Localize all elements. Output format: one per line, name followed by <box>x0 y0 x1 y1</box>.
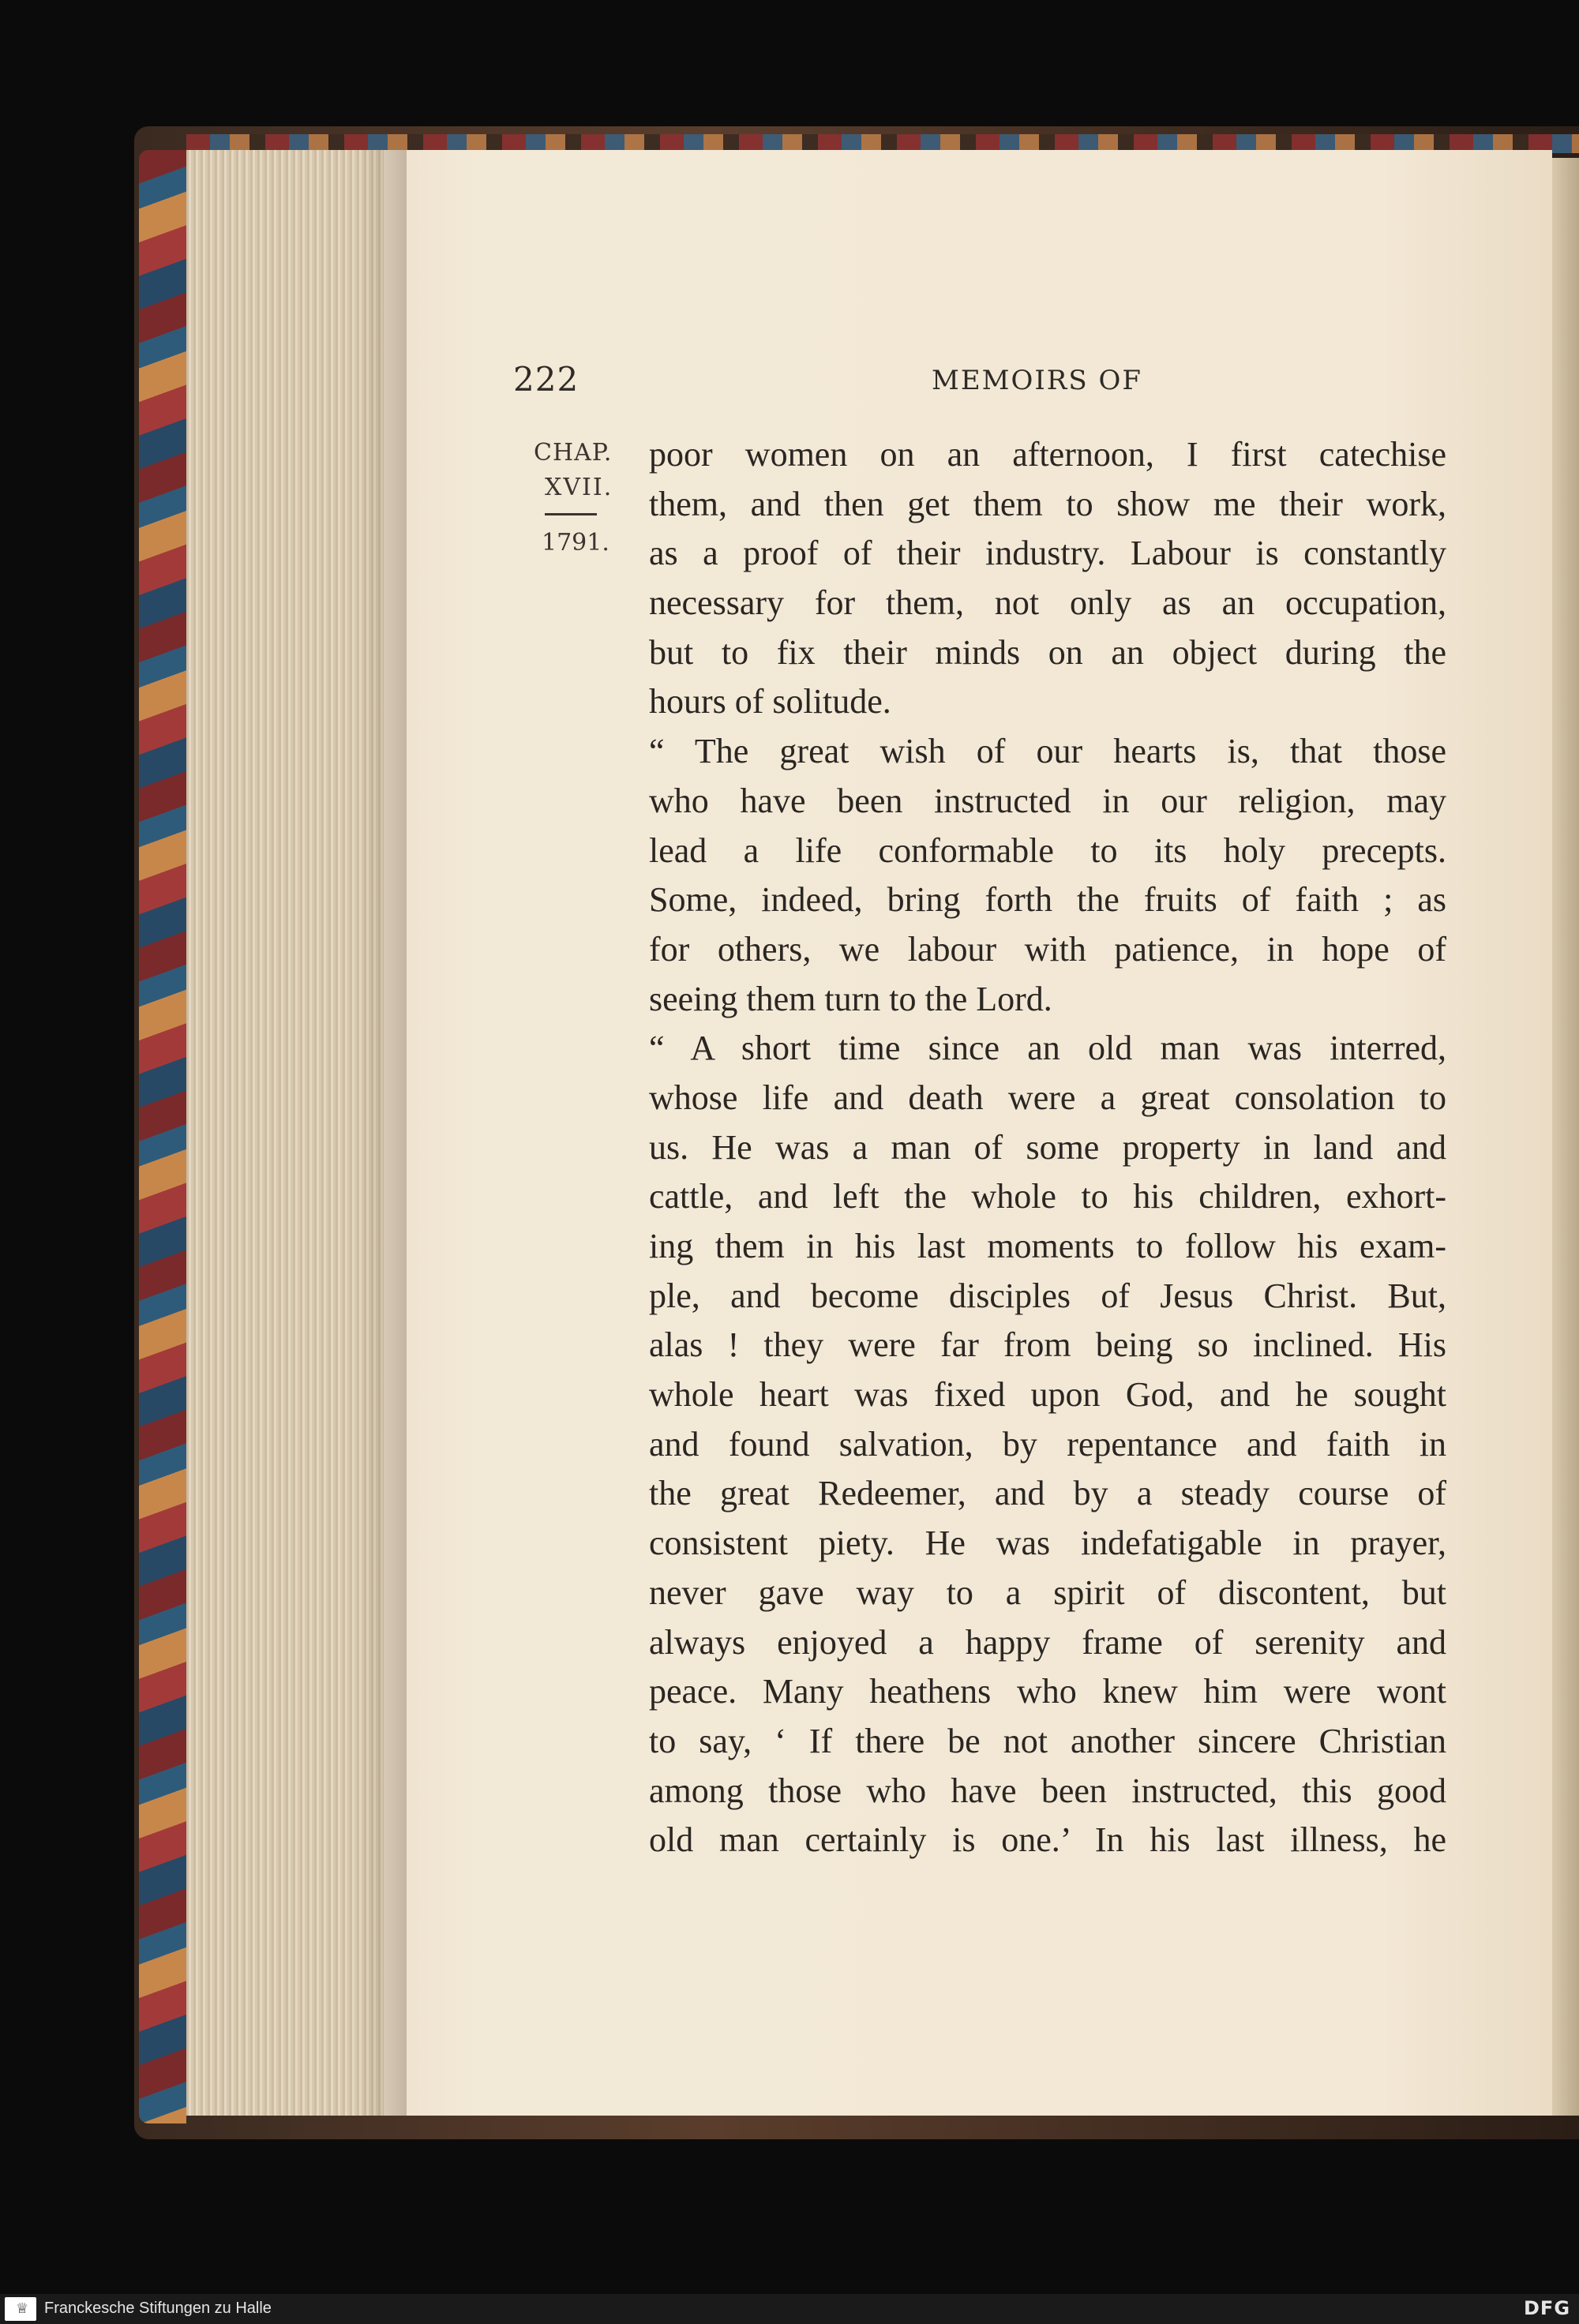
text-line: consistent piety. He was indefatigable in prayer, <box>649 1524 1446 1563</box>
text-line: for others, we labour with patience, in hope of <box>649 929 1446 969</box>
text-line: cattle, and left the whole to his children, exhort- <box>649 1177 1446 1216</box>
text-line: never gave way to a spirit of discontent, but <box>649 1572 1446 1612</box>
text-line: “ The great wish of our hearts is, that those <box>649 732 1446 771</box>
marbled-fore-edge <box>139 150 186 2123</box>
text-line: us. He was a man of some property in land and <box>649 1127 1446 1167</box>
text-line: whose life and death were a great consolation to <box>649 1078 1446 1117</box>
text-line: whole heart was fixed upon God, and he sought <box>649 1375 1446 1415</box>
text-line: the great Redeemer, and by a steady course of <box>649 1474 1446 1513</box>
margin-chapter-number: XVII. <box>545 474 613 501</box>
running-title: MEMOIRS OF <box>932 365 1142 396</box>
text-line: lead a life conformable to its holy precepts. <box>649 830 1446 870</box>
funder-logo: DFG <box>1524 2297 1571 2319</box>
text-line: Some, indeed, bring forth the fruits of faith ; as <box>649 880 1446 920</box>
text-line: poor women on an afternoon, I first catechise <box>649 435 1446 474</box>
gutter-shadow <box>359 150 407 2116</box>
text-line: who have been instructed in our religion, may <box>649 781 1446 820</box>
text-line: “ A short time since an old man was interred, <box>649 1029 1446 1068</box>
text-line: seeing them turn to the Lord. <box>649 979 1052 1018</box>
text-line: hours of solitude. <box>649 682 891 722</box>
page-number: 222 <box>513 360 579 399</box>
body-text <box>649 430 1446 1865</box>
text-line: alas ! they were far from being so inclined. His <box>649 1325 1446 1365</box>
text-line: to say, ‘ If there be not another sincere Christian <box>649 1721 1446 1760</box>
text-line: and found salvation, by repentance and faith in <box>649 1424 1446 1464</box>
text-line: as a proof of their industry. Labour is constantly <box>649 534 1446 573</box>
facing-page-edge <box>1552 158 1579 2116</box>
text-line: always enjoyed a happy frame of serenity and <box>649 1622 1446 1662</box>
margin-rule <box>545 513 597 515</box>
text-line: ple, and become disciples of Jesus Christ. But, <box>649 1276 1446 1315</box>
text-line: them, and then get them to show me their work, <box>649 484 1446 523</box>
institution-logo-mark: ♕ <box>16 2300 29 2317</box>
text-line: old man certainly is one.’ In his last illness, he <box>649 1820 1446 1860</box>
text-line: necessary for them, not only as an occupation, <box>649 583 1446 623</box>
footer-institution: Franckesche Stiftungen zu Halle <box>44 2300 272 2317</box>
text-line: among those who have been instructed, this good <box>649 1771 1446 1810</box>
text-line: peace. Many heathens who knew him were wont <box>649 1672 1446 1711</box>
text-line: but to fix their minds on an object during the <box>649 632 1446 672</box>
margin-year: 1791. <box>542 529 609 557</box>
text-line: ing them in his last moments to follow his exam- <box>649 1227 1446 1265</box>
margin-chapter-label: CHAP. <box>534 439 613 467</box>
